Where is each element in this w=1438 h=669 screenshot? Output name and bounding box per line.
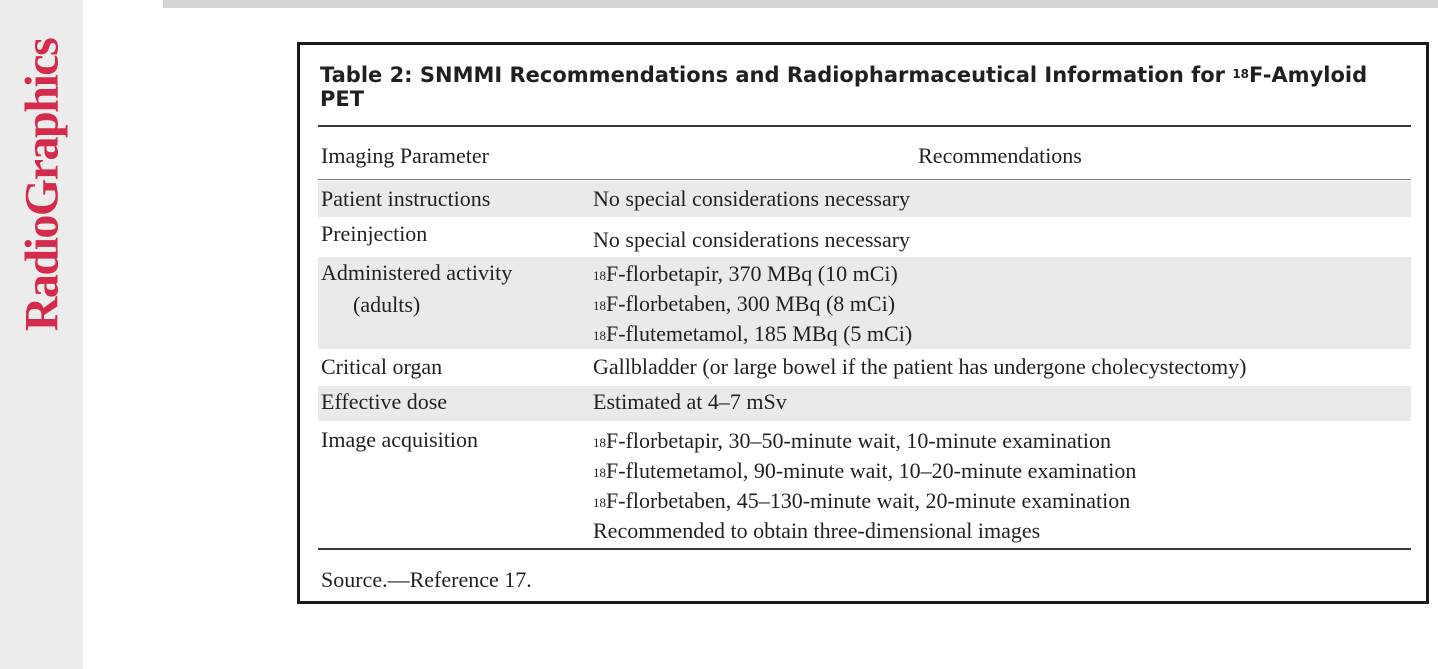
column-header-recommendations: Recommendations: [918, 143, 1082, 168]
recommendation-cell: [593, 258, 912, 348]
recommendation-line: $^{18}$F-florbetaben, 45–130-minute wait, 20-minute examination: [593, 488, 1131, 513]
recommendation-line: Gallbladder (or large bowel if the patient has undergone cholecystectomy): [593, 354, 1247, 379]
table-row: [318, 421, 1411, 547]
title-rule: [318, 125, 1411, 127]
recommendation-line: No special considerations necessary: [593, 186, 911, 211]
parameter-line: (adults): [353, 292, 421, 317]
parameter-cell: Patient instructions: [321, 186, 491, 211]
parameter-cell: [321, 257, 581, 321]
table-row: [318, 386, 1411, 421]
parameter-cell: Effective dose: [321, 389, 448, 414]
journal-logo: RadioGraphics: [15, 38, 69, 332]
recommendation-cell: [593, 386, 787, 416]
table-row: [318, 217, 1411, 257]
table-title: Table 2: SNMMI Recommendations and Radiopharmaceutical Information for $^{18}$F-Amyloid PET: [320, 63, 1368, 111]
recommendation-line: $^{18}$F-florbetapir, 30–50-minute wait, 10-minute examination: [593, 428, 1112, 453]
column-header-parameter: Imaging Parameter: [321, 143, 489, 168]
table-row: [318, 181, 1411, 217]
recommendation-line: $^{18}$F-flutemetamol, 90-minute wait, 10–20-minute examination: [593, 458, 1137, 483]
parameter-line: Administered activity: [321, 260, 513, 285]
recommendation-line: No special considerations necessary: [593, 227, 911, 252]
recommendation-line: Recommended to obtain three-dimensional images: [593, 518, 1041, 543]
recommendation-line: Estimated at 4–7 mSv: [593, 389, 787, 414]
sidebar-strip: [0, 0, 83, 669]
top-rule: [163, 0, 1438, 8]
table-row: [318, 349, 1411, 386]
bottom-rule: [318, 548, 1411, 550]
header-rule: [318, 179, 1411, 180]
recommendation-cell: [593, 425, 1136, 545]
recommendation-line: $^{18}$F-flutemetamol, 185 MBq (5 mCi): [593, 321, 913, 346]
table-row: [318, 257, 1411, 349]
recommendation-cell: [593, 183, 910, 213]
recommendation-line: $^{18}$F-florbetapir, 370 MBq (10 mCi): [593, 261, 898, 286]
recommendation-cell: [593, 351, 1246, 381]
recommendation-line: $^{18}$F-florbetaben, 300 MBq (8 mCi): [593, 291, 896, 316]
parameter-cell: Critical organ: [321, 354, 443, 379]
table-container: [297, 42, 1429, 604]
recommendation-cell: [593, 224, 910, 254]
parameter-cell: Image acquisition: [321, 427, 479, 452]
parameter-cell: Preinjection: [321, 221, 428, 246]
table-footnote: Source.—Reference 17.: [321, 567, 532, 592]
